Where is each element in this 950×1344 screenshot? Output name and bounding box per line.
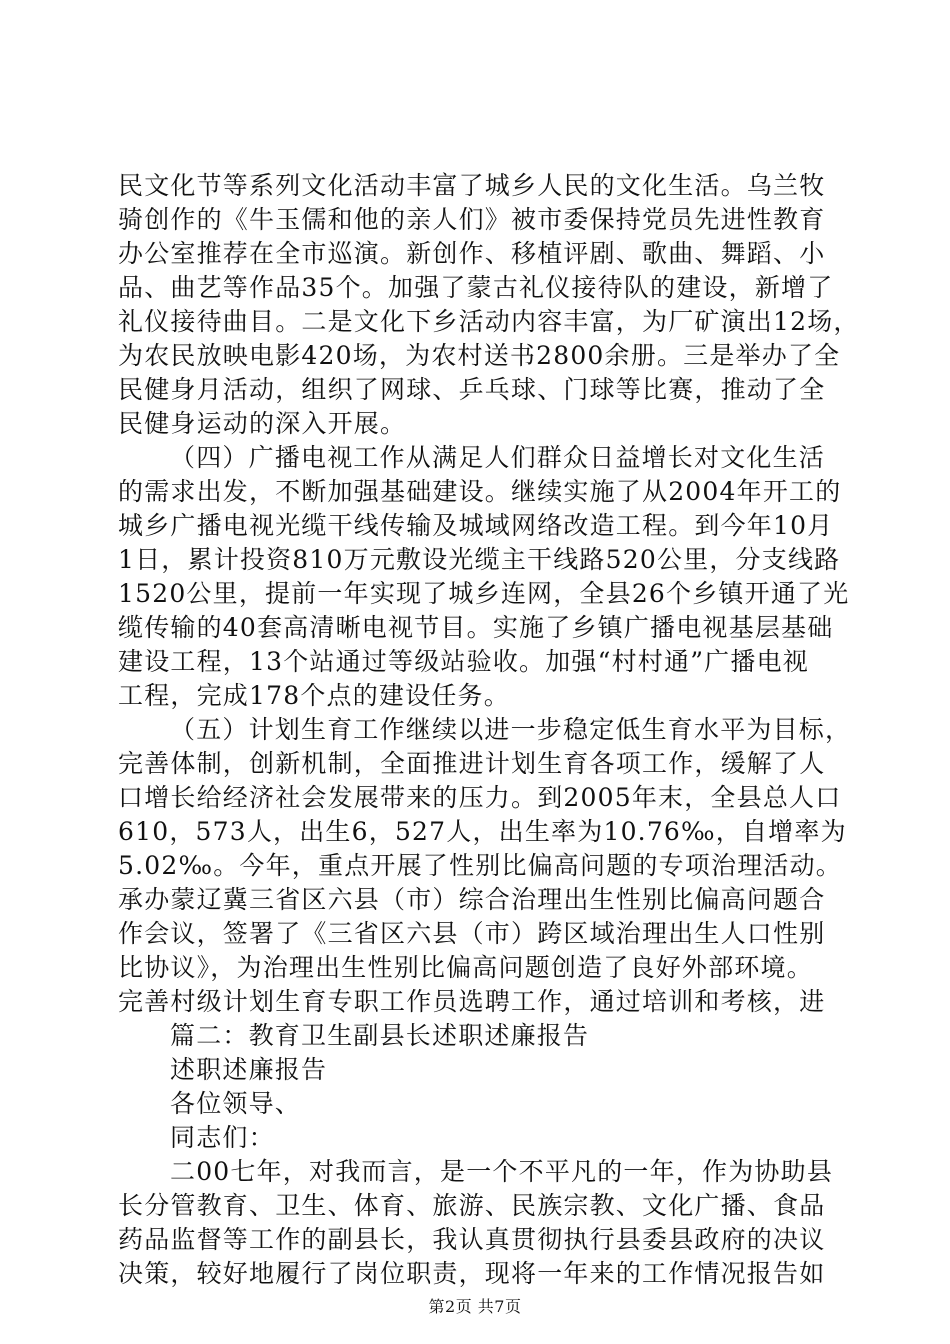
paragraph-start-line: （四）广播电视工作从满足人们群众日益增长对文化生活 <box>170 443 826 472</box>
report-title: 述职述廉报告 <box>170 1055 328 1084</box>
text-line: 长分管教育、卫生、体育、旅游、民族宗教、文化广播、食品 <box>118 1191 826 1220</box>
section-heading: 篇二：教育卫生副县长述职述廉报告 <box>170 1021 590 1050</box>
text-line: 完善村级计划生育专职工作员选聘工作，通过培训和考核，进 <box>118 987 826 1016</box>
text-line: 1520公里，提前一年实现了城乡连网，全县26个乡镇开通了光 <box>118 579 850 608</box>
text-line: 承办蒙辽冀三省区六县（市）综合治理出生性别比偏高问题合 <box>118 885 826 914</box>
text-line: 民健身运动的深入开展。 <box>118 409 407 438</box>
text-line: 比协议》，为治理出生性别比偏高问题创造了良好外部环境。 <box>118 953 813 982</box>
text-line: 缆传输的40套高清晰电视节目。实施了乡镇广播电视基层基础 <box>118 613 834 642</box>
text-line: 为农民放映电影420场，为农村送书2800余册。三是举办了全 <box>118 341 841 370</box>
text-line: 民文化节等系列文化活动丰富了城乡人民的文化生活。乌兰牧 <box>118 171 826 200</box>
text-line: 作会议，签署了《三省区六县（市）跨区域治理出生人口性别 <box>118 919 826 948</box>
text-line: 口增长给经济社会发展带来的压力。到2005年末，全县总人口 <box>118 783 842 812</box>
text-line: 完善体制，创新机制，全面推进计划生育各项工作，缓解了人 <box>118 749 826 778</box>
text-line: 决策，较好地履行了岗位职责，现将一年来的工作情况报告如 <box>118 1259 826 1288</box>
text-line: 民健身月活动，组织了网球、乒乓球、门球等比赛，推动了全 <box>118 375 826 404</box>
text-line: 办公室推荐在全市巡演。新创作、移植评剧、歌曲、舞蹈、小 <box>118 239 826 268</box>
page-number-footer: 第2页 共7页 <box>428 1297 522 1316</box>
paragraph-start-line: （五）计划生育工作继续以进一步稳定低生育水平为目标， <box>170 715 852 744</box>
text-line: 建设工程，13个站通过等级站验收。加强“村村通”广播电视 <box>118 647 809 676</box>
text-line: 1日，累计投资810万元敷设光缆主干线路520公里，分支线路 <box>118 545 841 574</box>
text-line: 城乡广播电视光缆干线传输及城域网络改造工程。到今年10月 <box>118 511 834 540</box>
text-line: 的需求出发，不断加强基础建设。继续实施了从2004年开工的 <box>118 477 842 506</box>
text-line: 礼仪接待曲目。二是文化下乡活动内容丰富，为厂矿演出12场， <box>118 307 860 336</box>
salutation-line: 同志们： <box>170 1123 275 1152</box>
text-line: 骑创作的《牛玉儒和他的亲人们》被市委保持党员先进性教育 <box>118 205 826 234</box>
text-line: 工程，完成178个点的建设任务。 <box>118 681 510 710</box>
salutation-line: 各位领导、 <box>170 1089 302 1118</box>
text-line: 品、曲艺等作品35个。加强了蒙古礼仪接待队的建设，新增了 <box>118 273 834 302</box>
text-line: 610，573人，出生6，527人，出生率为10.76‰，自增率为 <box>118 817 847 846</box>
text-line: 5.02‰。今年，重点开展了性别比偏高问题的专项治理活动。 <box>118 851 843 880</box>
paragraph-start-line: 二00七年，对我而言，是一个不平凡的一年，作为协助县 <box>170 1157 834 1186</box>
text-line: 药品监督等工作的副县长，我认真贯彻执行县委县政府的决议 <box>118 1225 826 1254</box>
